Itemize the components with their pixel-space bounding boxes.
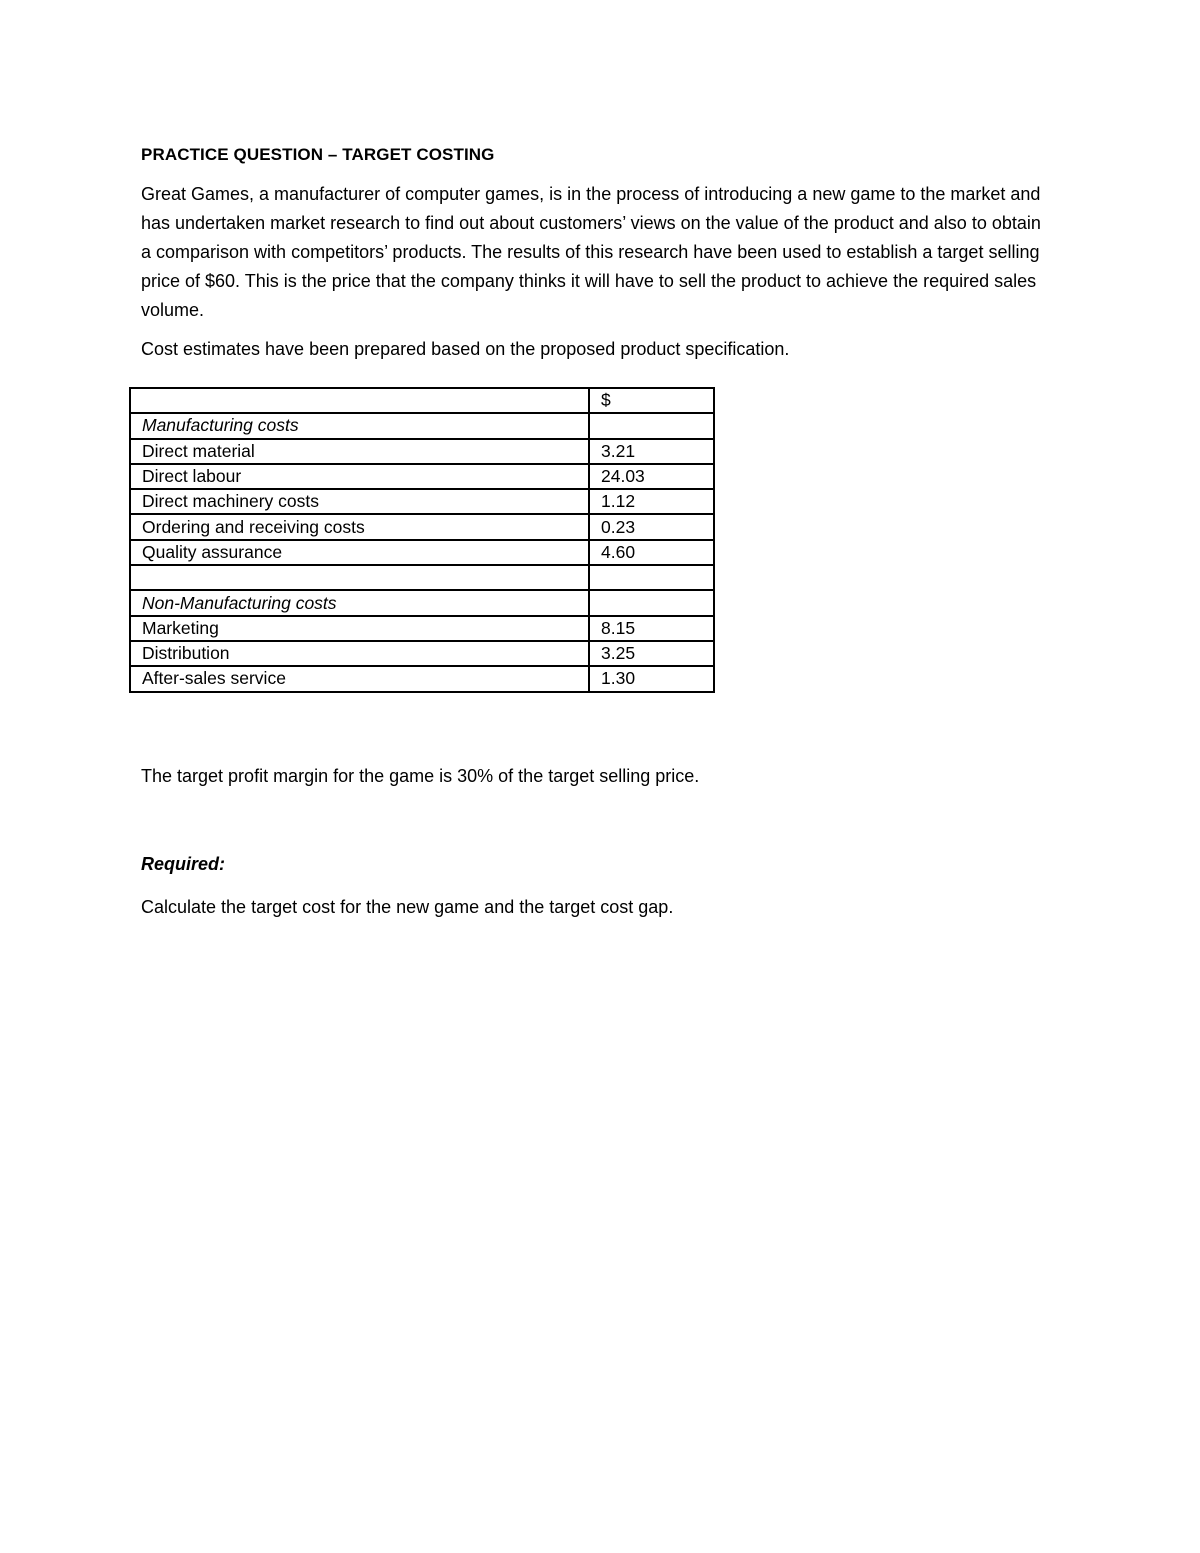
table-row xyxy=(130,413,714,438)
table-row xyxy=(130,439,714,464)
table-row-label xyxy=(130,565,589,590)
table-header-label-cell xyxy=(130,388,589,413)
table-row-label: Direct machinery costs xyxy=(130,489,589,514)
table-row-value: 1.30 xyxy=(589,666,714,691)
table-row-label: Direct labour xyxy=(130,464,589,489)
table-row xyxy=(130,616,714,641)
table-row xyxy=(130,514,714,539)
required-question: Calculate the target cost for the new game and the target cost gap. xyxy=(141,897,674,917)
cost-estimates-intro: Cost estimates have been prepared based on the proposed product specification. xyxy=(141,339,790,359)
table-header-row xyxy=(130,388,714,413)
cost-table-wrapper xyxy=(129,387,715,693)
document-title: PRACTICE QUESTION – TARGET COSTING xyxy=(141,145,495,164)
table-header-currency: $ xyxy=(589,388,714,413)
table-row-value xyxy=(589,413,714,438)
table-row-label: After-sales service xyxy=(130,666,589,691)
table-row-label: Distribution xyxy=(130,641,589,666)
table-row-value: 24.03 xyxy=(589,464,714,489)
table-row-value: 8.15 xyxy=(589,616,714,641)
table-row-value: 1.12 xyxy=(589,489,714,514)
table-row-label: Marketing xyxy=(130,616,589,641)
document-body xyxy=(141,140,1061,364)
intro-paragraph: Great Games, a manufacturer of computer games, is in the process of introducing a new game to the market and has undertaken market research to find out about customers’ views on the value of the product and also to obtain a comparison with competitors’ products. The results of this research have been used to establish a target selling price of $60. This is the price that the company thinks it will have to sell the product to achieve the required sales volume. xyxy=(141,184,1041,320)
table-row xyxy=(130,641,714,666)
profit-margin-text: The target profit margin for the game is 30% of the target selling price. xyxy=(141,766,700,786)
required-heading: Required: xyxy=(141,854,226,874)
table-row xyxy=(130,565,714,590)
table-row xyxy=(130,666,714,691)
table-row-label: Manufacturing costs xyxy=(130,413,589,438)
table-row-value: 3.21 xyxy=(589,439,714,464)
table-row-value xyxy=(589,565,714,590)
table-row-value: 3.25 xyxy=(589,641,714,666)
table-row-value xyxy=(589,590,714,615)
table-row xyxy=(130,590,714,615)
table-row-label: Direct material xyxy=(130,439,589,464)
table-row-label: Non-Manufacturing costs xyxy=(130,590,589,615)
table-row-label: Quality assurance xyxy=(130,540,589,565)
table-row-value: 0.23 xyxy=(589,514,714,539)
table-row xyxy=(130,489,714,514)
cost-table xyxy=(129,387,715,693)
table-row xyxy=(130,464,714,489)
table-row-label: Ordering and receiving costs xyxy=(130,514,589,539)
table-row xyxy=(130,540,714,565)
table-row-value: 4.60 xyxy=(589,540,714,565)
